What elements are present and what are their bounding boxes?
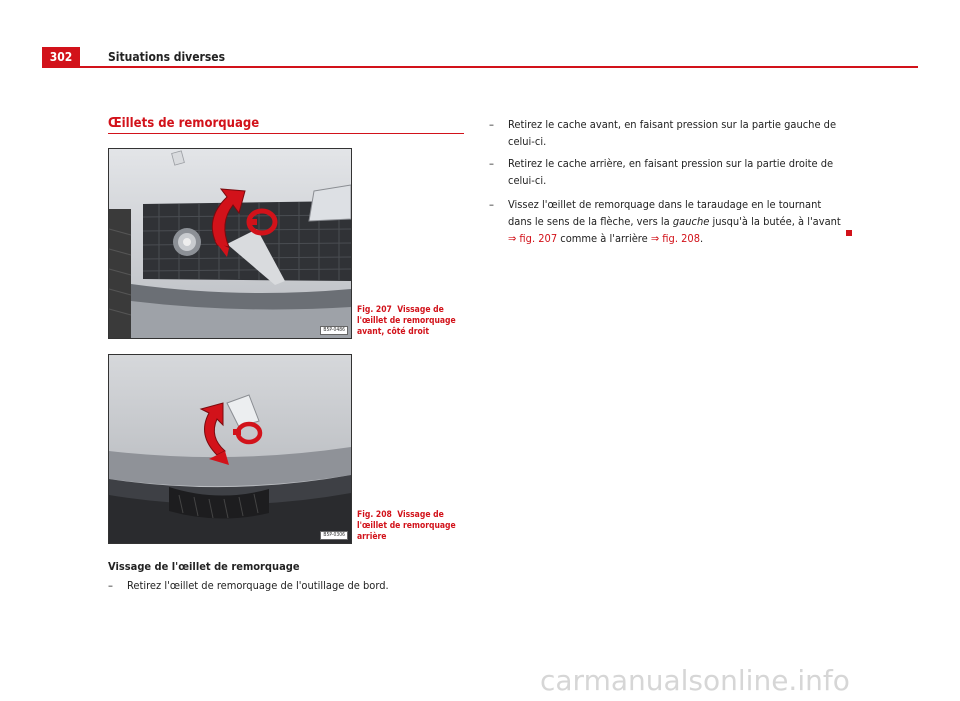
step-item [489,155,841,189]
step-dash: – [108,579,113,592]
page-number: 302 [42,47,80,68]
step-text [489,196,841,247]
step-text-part: Vissez l'œillet de remorquage dans le taraudage en le tournant dans le sens de la flèche, vers la [508,198,822,228]
step-text: Retirez l'œillet de remorquage de l'outillage de bord. [127,579,389,592]
step-text-part: . [699,232,704,245]
step-text: Retirez le cache avant, en faisant pression sur la partie gauche de celui-ci. [508,118,837,148]
figure-code: B5P-0306 [320,531,348,540]
step-item [108,577,468,594]
section-rule [108,133,464,134]
subheading: Vissage de l'œillet de remorquage [108,560,300,573]
step-dash: – [489,118,494,131]
figure-caption-text: Vissage de l'œillet de remorquage arrière [357,510,456,542]
step-item [489,196,841,247]
figure-208-image [108,354,352,544]
figure-caption-text: Vissage de l'œillet de remorquage avant, côté droit [357,305,456,337]
step-text-part: comme à l'arrière [557,232,651,245]
figure-code: B5P-0486 [320,326,348,335]
step-text-emphasis: gauche [672,215,710,228]
figure-207-caption [357,305,457,338]
figure-207-link[interactable]: ⇒ fig. 207 [508,232,558,245]
figure-label: Fig. 208 [357,510,392,520]
section-end-marker [846,230,852,236]
figure-208-caption [357,510,457,543]
header-rule [80,66,918,68]
figure-207-image [108,148,352,339]
step-dash: – [489,198,494,211]
step-dash: – [489,157,494,170]
chapter-title: Situations diverses [108,50,226,64]
step-text: Retirez le cache arrière, en faisant pression sur la partie droite de celui-ci. [508,157,834,187]
section-title: Œillets de remorquage [108,116,260,131]
step-text-part: jusqu'à la butée, à l'avant [709,215,841,228]
figure-208-link[interactable]: ⇒ fig. 208 [650,232,700,245]
figure-label: Fig. 207 [357,305,392,315]
step-item [489,116,841,150]
watermark: carmanualsonline.info [540,664,850,697]
